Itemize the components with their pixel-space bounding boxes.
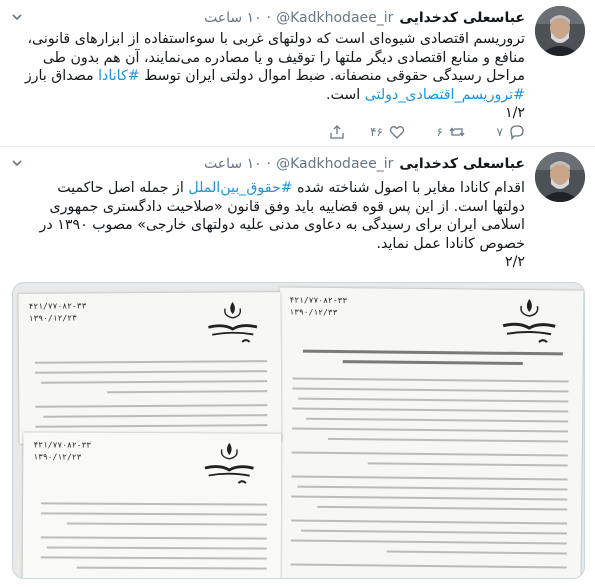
retweet-button[interactable] [405, 124, 465, 140]
text-line [292, 408, 568, 413]
tweet-header [10, 154, 525, 174]
chevron-down-icon[interactable] [10, 10, 24, 24]
text-line [301, 530, 567, 535]
share-button[interactable] [285, 124, 345, 140]
document-page [276, 287, 583, 579]
separator-dot: · [266, 10, 272, 26]
text-line [297, 486, 567, 491]
tweet-text [24, 179, 525, 272]
document-page [23, 432, 282, 579]
text-line [41, 536, 267, 539]
reply-icon [509, 124, 525, 140]
text-line [77, 567, 267, 570]
retweet-count: ۶ [436, 125, 443, 139]
text-line [35, 424, 267, 428]
text-line [67, 523, 267, 526]
document-number: ۴۲۱/۷۷۰۸۲-۳۳ [28, 301, 87, 311]
text-line [328, 438, 568, 443]
document-page [18, 292, 281, 444]
text-line [368, 462, 568, 466]
timestamp[interactable]: ۱۰ ساعت [204, 156, 262, 172]
text-line [41, 380, 267, 384]
tweet-text-part: است. [325, 86, 365, 103]
hashtag-link[interactable]: #کانادا [98, 68, 140, 85]
separator-dot: · [266, 156, 272, 172]
tweet-1[interactable] [0, 0, 595, 147]
tweet-media[interactable] [12, 282, 585, 579]
text-line [387, 551, 567, 555]
text-line [292, 476, 568, 481]
tweet-text-part: اقدام کانادا مغایر با اصول شناخته شده [292, 180, 525, 196]
timestamp[interactable]: ۱۰ ساعت [204, 10, 262, 26]
tweet-actions [285, 124, 525, 140]
document-date: ۱۳۹۰/۱۲/۳۳ [289, 307, 338, 318]
thread-counter: ۱/۲ [504, 105, 525, 122]
tweet-header [10, 8, 525, 28]
chevron-down-icon[interactable] [10, 156, 24, 170]
text-line [292, 428, 568, 433]
avatar[interactable] [535, 6, 585, 56]
tweet-text-part: از جمله اصل حاکمیت دولتها است. از این پس قوه قضاییه باید وفق قانون «صلاحیت دادگستری جمهوری اسلامی ایران برای رسیدگی به دعاوی مدنی علیه دولتهای خارجی» مصوب ۱۳۹۰ در خصوص کانادا عمل نماید. [39, 180, 525, 252]
heart-icon [389, 124, 405, 140]
tweet-2[interactable] [0, 146, 595, 587]
reply-count: ۷ [496, 125, 503, 139]
text-line [298, 398, 568, 403]
text-line [107, 390, 267, 393]
tweet-text-part: مصداق بارز [24, 68, 99, 85]
parliament-emblem-icon [205, 298, 261, 348]
text-line [291, 520, 567, 525]
document-number: ۴۲۱/۷۷۰۸۲-۳۳ [289, 295, 348, 306]
text-line [41, 556, 267, 559]
text-line [41, 512, 267, 515]
author-handle[interactable]: @Kadkhodaee_ir [276, 156, 394, 172]
text-line [291, 496, 567, 501]
text-line [43, 414, 267, 418]
author-handle[interactable]: @Kadkhodaee_ir [276, 10, 394, 26]
text-line [317, 506, 567, 511]
author-name[interactable]: عباسعلی کدخدایی [399, 10, 525, 26]
text-line [291, 540, 567, 545]
like-count: ۴۶ [370, 125, 383, 139]
retweet-icon [449, 124, 465, 140]
document-title [303, 350, 563, 356]
parliament-emblem-icon [499, 296, 560, 349]
document-title [343, 360, 523, 365]
text-line [292, 388, 568, 393]
text-line [291, 564, 567, 569]
avatar[interactable] [535, 152, 585, 202]
text-line [35, 360, 267, 364]
document-date: ۱۳۹۰/۱۲/۲۳ [33, 452, 82, 462]
document-date: ۱۳۹۰/۱۲/۲۳ [28, 313, 77, 323]
like-button[interactable] [345, 124, 405, 140]
tweet-text [24, 30, 525, 123]
hashtag-link[interactable]: #حقوق_بین‌الملل [188, 180, 293, 196]
text-line [47, 546, 267, 549]
text-line [35, 370, 267, 374]
text-line [35, 404, 267, 408]
text-line [306, 418, 568, 423]
parliament-emblem-icon [201, 439, 257, 489]
share-icon [329, 124, 345, 140]
text-line [293, 378, 569, 383]
text-line [41, 502, 267, 505]
tweet-text-part: تروریسم اقتصادی شیوه‌ای است که دولتهای غربی با سوءاستفاده از ابزارهای قانونی، منافع و منابع اقتصادی دیگر ملتها را توقیف و یا مصادره می‌نمایند، آن هم بدون طی مراحل رسیدگی حقوقی منصفانه. ضبط اموال دولتی ایران توسط [27, 31, 525, 85]
reply-button[interactable] [465, 124, 525, 140]
text-line [292, 452, 568, 457]
author-name[interactable]: عباسعلی کدخدایی [399, 156, 525, 172]
hashtag-link[interactable]: #تروریسم_اقتصادی_دولتی [364, 86, 525, 103]
thread-counter: ۲/۲ [504, 254, 525, 271]
document-number: ۴۲۱/۷۷۰۸۲-۳۳ [33, 440, 92, 450]
